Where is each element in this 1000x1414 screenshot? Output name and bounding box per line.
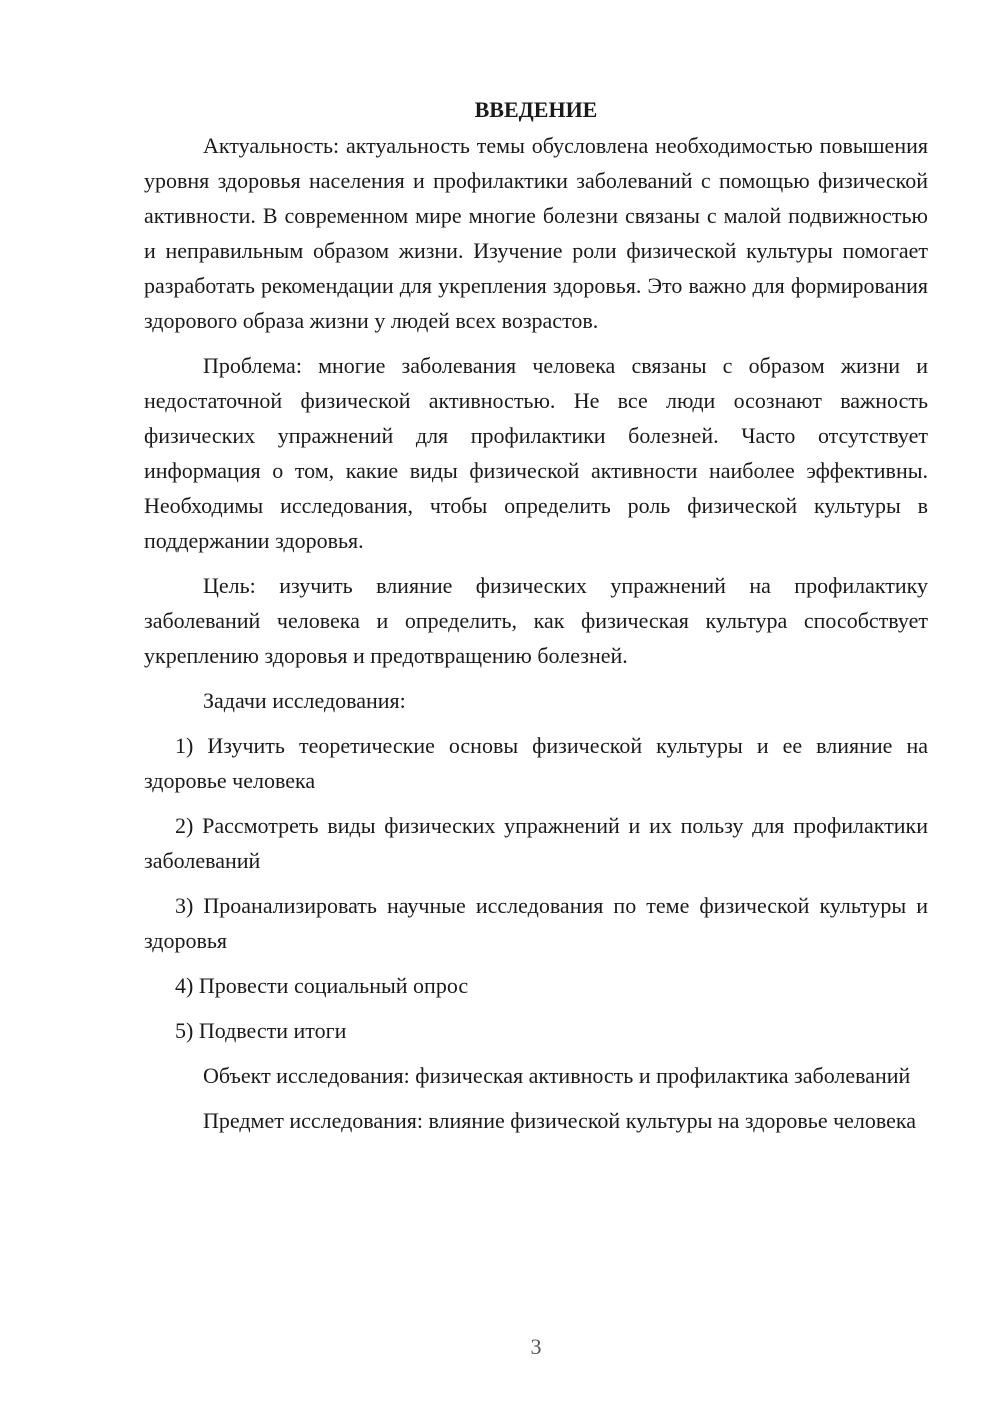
paragraph-relevance: Актуальность: актуальность темы обусловлена необходимостью повышения уровня здоровья населения и профилактики заболеваний с помощью физической активности. В современном мире многие болезни связаны с малой подвижностью и неправильным образом жизни. Изучение роли физической культуры помогает разработать рекомендации для укрепления здоровья. Это важно для формирования здорового образа жизни у людей всех возрастов. [144, 133, 928, 333]
paragraph-subject: Предмет исследования: влияние физической культуры на здоровье человека [203, 1108, 917, 1133]
paragraph-object: Объект исследования: физическая активность и профилактика заболеваний [203, 1063, 911, 1088]
page-content [144, 92, 928, 1148]
tasks-heading: Задачи исследования: [203, 688, 406, 713]
paragraph-goal: Цель: изучить влияние физических упражнений на профилактику заболеваний человека и определить, как физическая культура способствует укреплению здоровья и предотвращению болезней. [144, 573, 928, 668]
page-number: 3 [530, 1334, 542, 1359]
section-title: ВВЕДЕНИЕ [474, 97, 598, 122]
task-item-1: 1) Изучить теоретические основы физической культуры и ее влияние на здоровье человека [144, 733, 928, 793]
task-item-4: 4) Провести социальный опрос [175, 973, 469, 998]
paragraph-problem: Проблема: многие заболевания человека связаны с образом жизни и недостаточной физической активностью. Не все люди осознают важность физических упражнений для профилактики болезней. Часто отсутствует информация о том, какие виды физической активности наиболее эффективны. Необходимы исследования, чтобы определить роль физической культуры в поддержании здоровья. [144, 353, 928, 553]
task-item-2: 2) Рассмотреть виды физических упражнений и их пользу для профилактики заболеваний [144, 813, 928, 873]
task-item-3: 3) Проанализировать научные исследования по теме физической культуры и здоровья [144, 893, 928, 953]
task-item-5: 5) Подвести итоги [175, 1018, 347, 1043]
